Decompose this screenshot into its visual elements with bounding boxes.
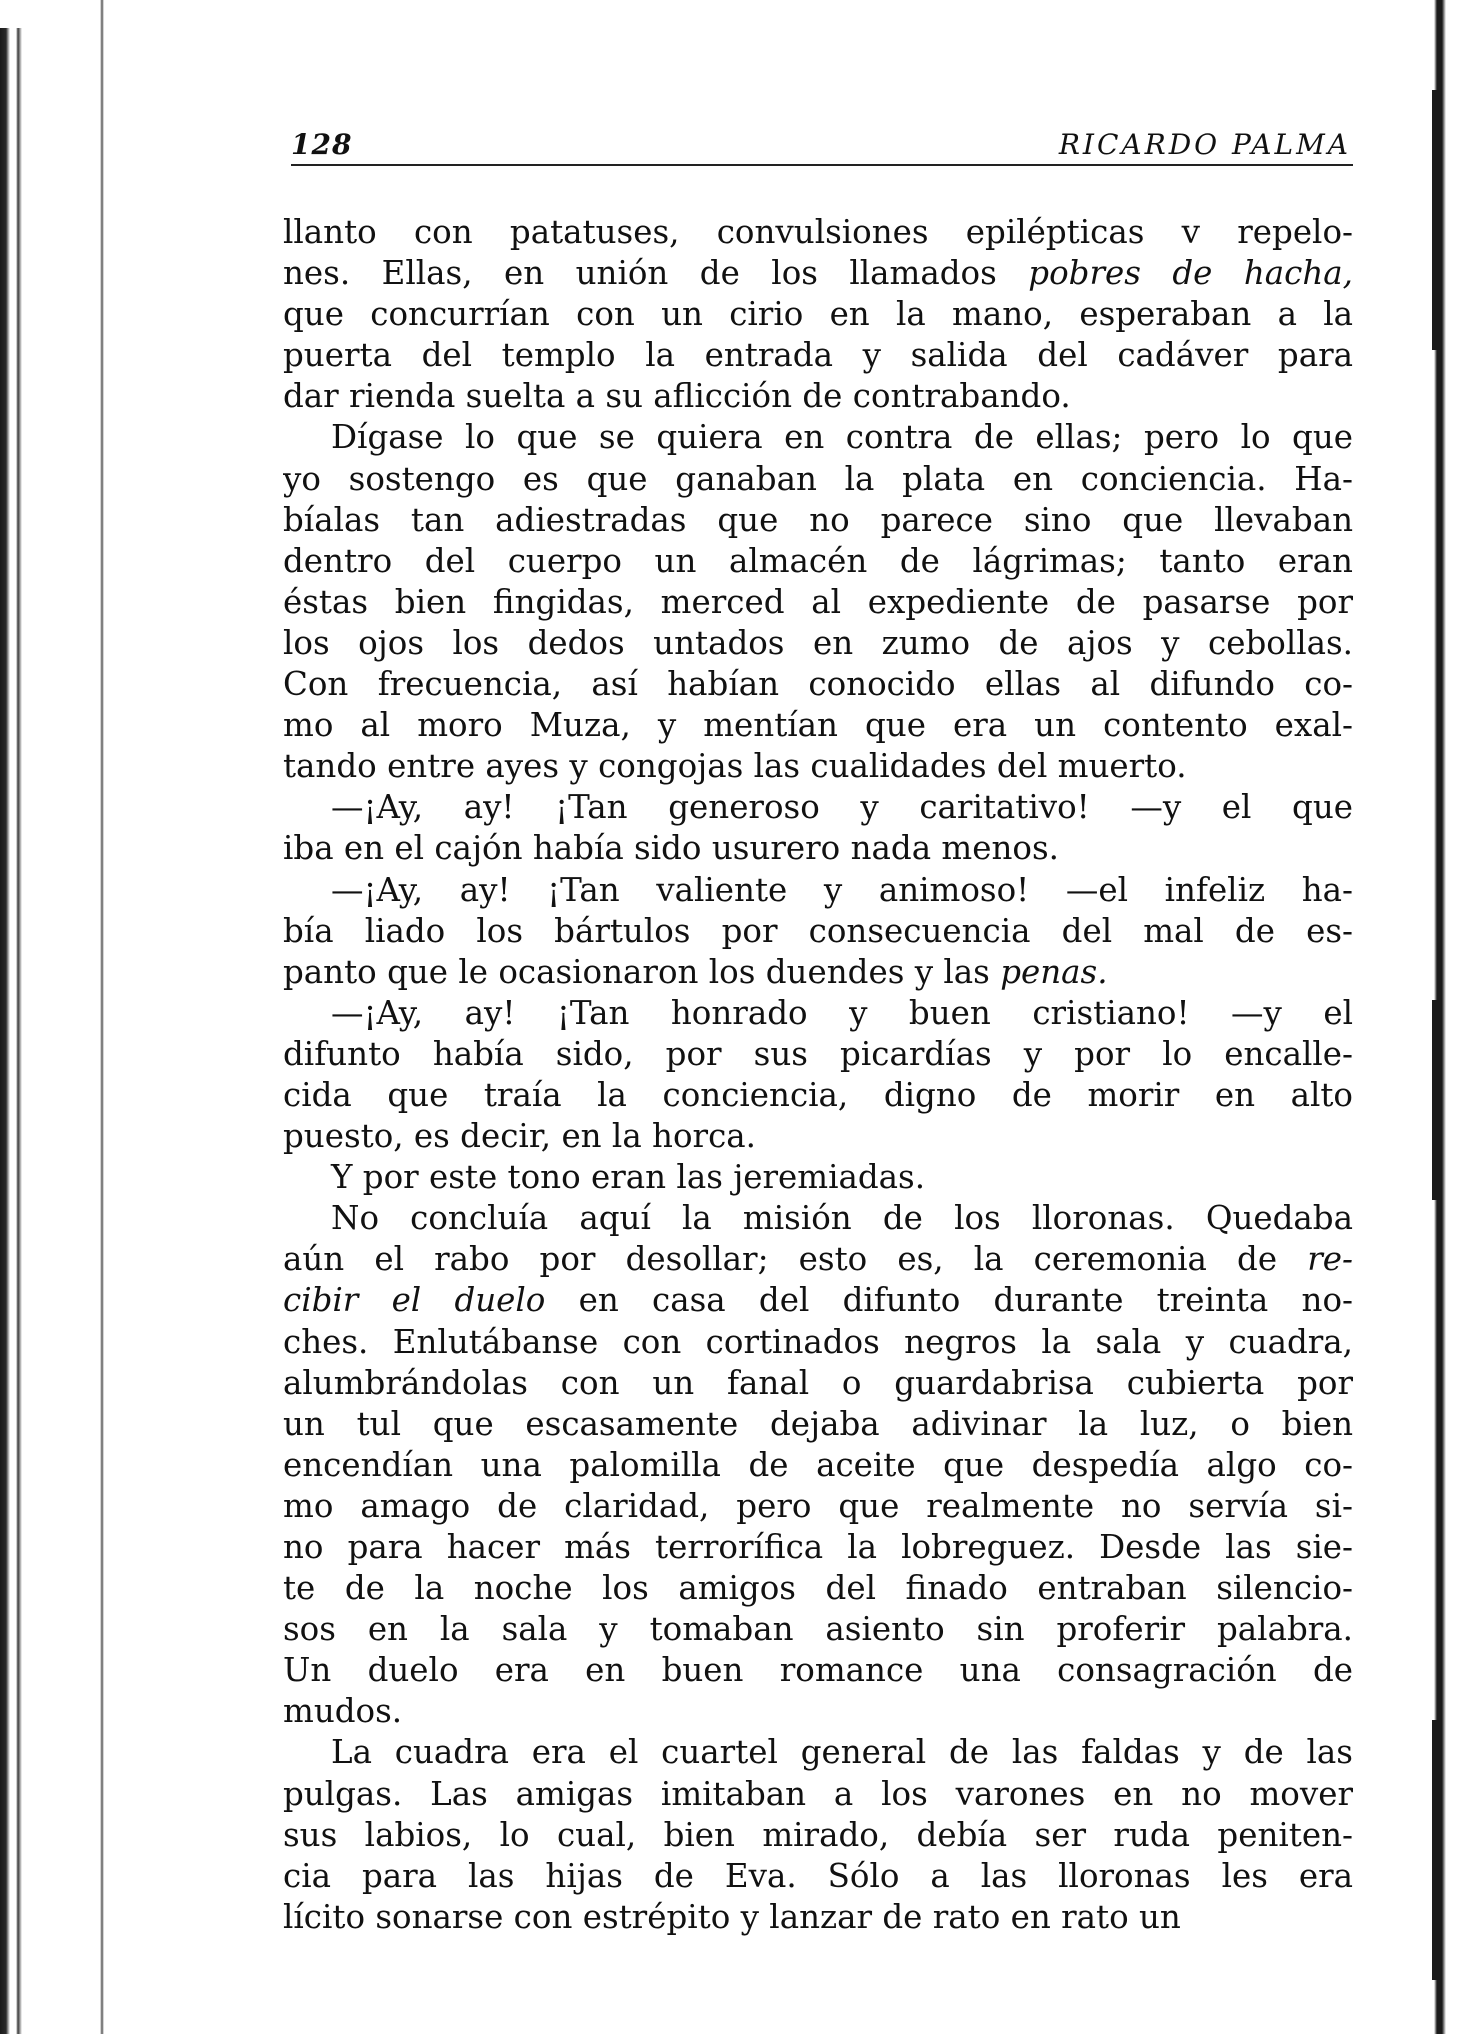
italic-text: cibir el duelo (283, 1281, 546, 1320)
text-line: tando entre ayes y congojas las cualidades del muerto. (283, 747, 1187, 786)
text-line: Un duelo era en buen romance una consagración de (283, 1651, 1353, 1690)
paragraph (283, 417, 1353, 787)
text-line: bía liado los bártulos por consecuencia del mal de es- (283, 911, 1353, 950)
text-line: No concluía aquí la misión de los lloronas. Quedaba (331, 1199, 1353, 1238)
page-header (283, 118, 1353, 162)
text-line: —¡Ay, ay! ¡Tan valiente y animoso! —el infeliz ha- (331, 870, 1353, 909)
text-line: mudos. (283, 1692, 403, 1731)
paragraph (283, 1732, 1353, 1937)
text-line: un tul que escasamente dejaba adivinar la luz, o bien (283, 1404, 1353, 1443)
book-page (283, 118, 1353, 1938)
scan-corner (0, 0, 30, 28)
body-text (283, 212, 1353, 1938)
text-line: Y por este tono eran las jeremiadas. (331, 1158, 926, 1197)
paragraph (283, 1157, 1353, 1198)
italic-text: penas. (1000, 952, 1108, 991)
paragraph (283, 787, 1353, 869)
text-line: mo amago de claridad, pero que realmente no servía si- (283, 1486, 1353, 1525)
text-line: llanto con patatuses, convulsiones epilépticas v repelo- (283, 213, 1353, 251)
paragraph (283, 1198, 1353, 1732)
scan-binding-shadow (0, 0, 110, 2034)
italic-text: re- (1307, 1240, 1353, 1279)
text-line: difunto había sido, por sus picardías y por lo encalle- (283, 1034, 1353, 1073)
scan-edge-blot (1432, 1720, 1440, 1980)
text-line: éstas bien fingidas, merced al expediente de pasarse por (283, 582, 1353, 621)
text-line: iba en el cajón había sido usurero nada menos. (283, 829, 1059, 868)
scan-edge-blot (1432, 90, 1440, 350)
text-line: los ojos los dedos untados en zumo de ajos y cebollas. (283, 623, 1353, 662)
text-line: cibir el duelo en casa del difunto durante treinta no- (283, 1281, 1353, 1320)
text-line: panto que le ocasionaron los duendes y las penas. (283, 952, 1108, 991)
text-line: puerta del templo la entrada y salida del cadáver para (283, 336, 1353, 375)
text-line: dar rienda suelta a su aflicción de contrabando. (283, 377, 1071, 416)
text-line: dentro del cuerpo un almacén de lágrimas; tanto eran (283, 541, 1353, 580)
text-line: puesto, es decir, en la horca. (283, 1117, 756, 1156)
running-head: RICARDO PALMA (1058, 128, 1351, 161)
text-line: sus labios, lo cual, bien mirado, debía ser ruda peniten- (283, 1815, 1353, 1854)
text-line: nes. Ellas, en unión de los llamados pobres de hacha, (283, 254, 1353, 293)
text-line: cida que traía la conciencia, digno de morir en alto (283, 1075, 1353, 1114)
text-line: Con frecuencia, así habían conocido ellas al difundo co- (283, 665, 1353, 704)
paragraph (283, 993, 1353, 1157)
text-line: sos en la sala y tomaban asiento sin proferir palabra. (283, 1610, 1353, 1649)
text-line: no para hacer más terrorífica la lobreguez. Desde las sie- (283, 1528, 1353, 1566)
text-line: lícito sonarse con estrépito y lanzar de rato en rato un (283, 1897, 1181, 1936)
text-line: bíalas tan adiestradas que no parece sino que llevaban (283, 500, 1353, 539)
scan-edge-blot (1432, 1000, 1440, 1200)
text-line: —¡Ay, ay! ¡Tan generoso y caritativo! —y el que (331, 788, 1353, 827)
text-line: te de la noche los amigos del finado entraban silencio- (283, 1569, 1353, 1608)
text-line: Dígase lo que se quiera en contra de ellas; pero lo que (331, 418, 1353, 457)
page-number: 128 (291, 128, 353, 161)
text-line: —¡Ay, ay! ¡Tan honrado y buen cristiano! —y el (331, 993, 1353, 1032)
header-rule (291, 164, 1353, 166)
text-line: pulgas. Las amigas imitaban a los varones en no mover (283, 1774, 1353, 1813)
text-line: que concurrían con un cirio en la mano, esperaban a la (283, 295, 1353, 334)
text-line: ches. Enlutábanse con cortinados negros la sala y cuadra, (283, 1322, 1353, 1361)
paragraph (283, 870, 1353, 993)
text-line: cia para las hijas de Eva. Sólo a las lloronas les era (283, 1856, 1353, 1895)
text-line: alumbrándolas con un fanal o guardabrisa cubierta por (283, 1363, 1353, 1402)
italic-text: pobres de hacha, (1028, 254, 1353, 293)
text-line: La cuadra era el cuartel general de las faldas y de las (331, 1733, 1353, 1772)
text-line: yo sostengo es que ganaban la plata en conciencia. Ha- (283, 459, 1353, 498)
paragraph (283, 212, 1353, 417)
text-line: aún el rabo por desollar; esto es, la ceremonia de re- (283, 1240, 1353, 1279)
text-line: mo al moro Muza, y mentían que era un contento exal- (283, 706, 1353, 745)
text-line: encendían una palomilla de aceite que despedía algo co- (283, 1445, 1353, 1484)
